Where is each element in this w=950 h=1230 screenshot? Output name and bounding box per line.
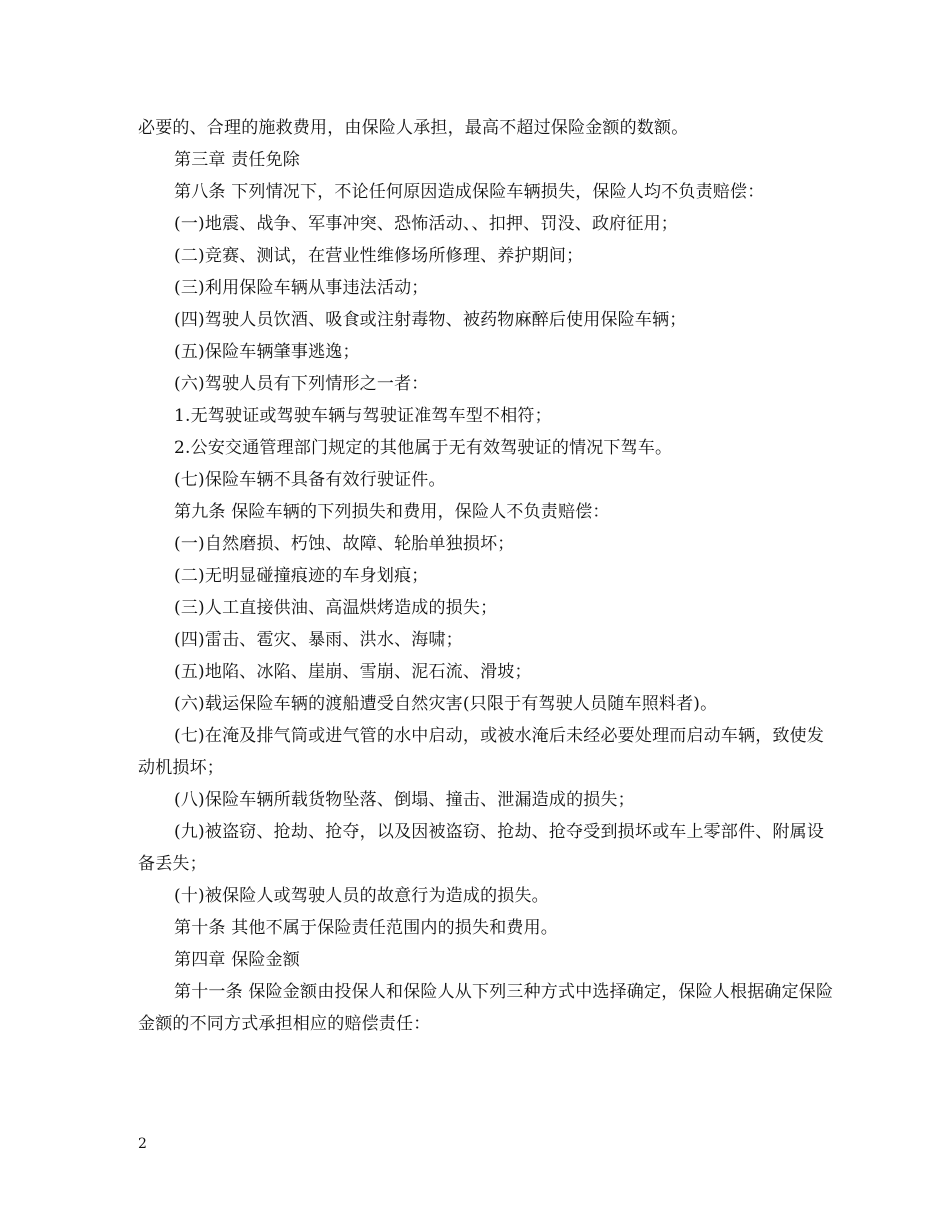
article-heading: 第九条 保险车辆的下列损失和费用，保险人不负责赔偿：	[174, 502, 610, 522]
list-item: (二)无明显碰撞痕迹的车身划痕；	[174, 566, 429, 586]
list-item: (七)在淹及排气筒或进气管的水中启动，或被水淹后未经必要处理而启动车辆，致使发动机损坏；	[138, 726, 825, 778]
document-body	[138, 112, 834, 1040]
sub-list-item: 2.公安交通管理部门规定的其他属于无有效驾驶证的情况下驾车。	[174, 438, 673, 458]
list-item: (三)利用保险车辆从事违法活动；	[174, 278, 429, 298]
article-heading: 第十条 其他不属于保险责任范围内的损失和费用。	[174, 918, 559, 938]
chapter-heading: 第四章 保险金额	[174, 950, 301, 970]
list-item: (五)地陷、冰陷、崖崩、雪崩、泥石流、滑坡；	[174, 662, 532, 682]
list-item: (五)保险车辆肇事逃逸；	[174, 342, 360, 362]
paragraph: 必要的、合理的施救费用，由保险人承担，最高不超过保险金额的数额。	[138, 118, 689, 138]
list-item: (四)驾驶人员饮酒、吸食或注射毒物、被药物麻醉后使用保险车辆；	[174, 310, 687, 330]
list-item: (十)被保险人或驾驶人员的故意行为造成的损失。	[174, 886, 549, 906]
sub-list-item: 1.无驾驶证或驾驶车辆与驾驶证准驾车型不相符；	[174, 406, 552, 426]
article-heading: 第十一条 保险金额由投保人和保险人从下列三种方式中选择确定，保险人根据确定保险金额的不同方式承担相应的赔偿责任：	[138, 982, 834, 1034]
list-item: (四)雷击、雹灾、暴雨、洪水、海啸；	[174, 630, 463, 650]
list-item: (七)保险车辆不具备有效行驶证件。	[174, 470, 446, 490]
list-item: (六)载运保险车辆的渡船遭受自然灾害(只限于有驾驶人员随车照料者)。	[174, 694, 718, 714]
list-item: (六)驾驶人员有下列情形之一者：	[174, 374, 429, 394]
list-item: (三)人工直接供油、高温烘烤造成的损失；	[174, 598, 498, 618]
article-heading: 第八条 下列情况下，不论任何原因造成保险车辆损失，保险人均不负责赔偿：	[174, 182, 765, 202]
list-item: (一)自然磨损、朽蚀、故障、轮胎单独损坏；	[174, 534, 515, 554]
list-item: (二)竞赛、测试，在营业性维修场所修理、养护期间；	[174, 246, 584, 266]
chapter-heading: 第三章 责任免除	[174, 150, 301, 170]
list-item: (八)保险车辆所载货物坠落、倒塌、撞击、泄漏造成的损失；	[174, 790, 635, 810]
page-number: 2	[138, 1136, 147, 1152]
list-item: (一)地震、战争、军事冲突、恐怖活动、、扣押、罚没、政府征用；	[174, 214, 678, 234]
list-item: (九)被盗窃、抢劫、抢夺，以及因被盗窃、抢劫、抢夺受到损坏或车上零部件、附属设备丢失；	[138, 822, 825, 874]
